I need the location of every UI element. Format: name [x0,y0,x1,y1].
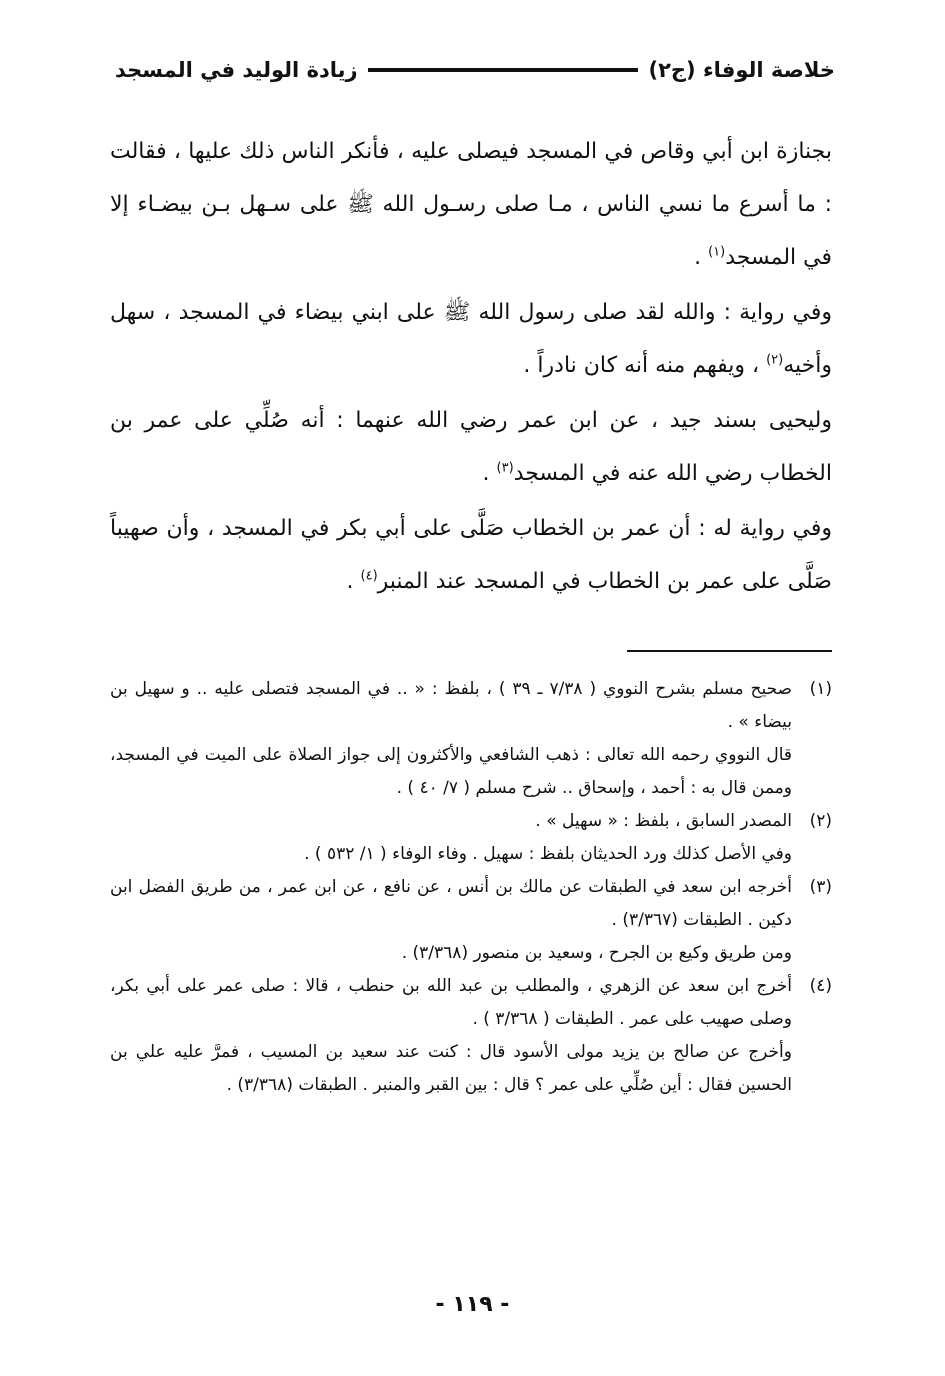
footnote-ref: (١) [708,244,726,260]
paragraph-text: وفي رواية : والله لقد صلى رسول الله ﷺ على ابني بيضاء في المسجد ، سهل وأخيه [110,300,832,378]
footnote-number: (٤) [809,976,832,996]
paragraph [110,125,832,284]
footnote-number: (١) [809,679,832,699]
footnote-separator [627,650,832,652]
footnote-line: قال النووي رحمه الله تعالى : ذهب الشافعي والأكثرون إلى جواز الصلاة على الميت في المسجد، وممن قال به : أحمد ، وإسحاق .. شرح مسلم ( ٧/ ٤٠ ) . [110,745,792,798]
footnote-line: وفي الأصل كذلك ورد الحديثان بلفظ : سهيل . وفاء الوفاء ( ١/ ٥٣٢ ) . [304,844,792,864]
main-text [110,125,832,610]
footnote-line: المصدر السابق ، بلفظ : « سهيل » . [535,811,792,831]
page-number: - ١١٩ - [435,1292,510,1317]
paragraph-text: وليحيى بسند جيد ، عن ابن عمر رضي الله عنهما : أنه صُلِّي على عمر بن الخطاب رضي الله عنه في المسجد [110,408,832,486]
running-header [115,52,835,88]
footnote-line: وأخرج عن صالح بن يزيد مولى الأسود قال : كنت عند سعيد بن المسيب ، فمرَّ عليه علي بن الحسين فقال : أين صُلِّي على عمر ؟ قال : بين القبر والمنبر . الطبقات (٣/٣٦٨) . [110,1042,792,1095]
footnote-line: ومن طريق وكيع بن الجرح ، وسعيد بن منصور (٣/٣٦٨) . [401,943,792,963]
paragraph-tail: . [346,569,361,594]
footnote [110,970,832,1102]
footnotes [110,673,832,1102]
book-title: خلاصة الوفاء (ج٢) [648,58,835,82]
footnote-number: (٣) [809,877,832,897]
footnote-body [110,871,792,970]
footnote-line: أخرجه ابن سعد في الطبقات عن مالك بن أنس ، عن نافع ، عن ابن عمر ، من طريق الفضل ابن دكين . الطبقات (٣/٣٦٧) . [110,877,792,930]
footnote [110,871,832,970]
footnote-body [110,805,792,871]
footnote-ref: (٢) [766,352,784,368]
footnote-number: (٢) [809,811,832,831]
paragraph-tail: . [694,245,709,270]
footnote-body [110,673,792,805]
paragraph [110,394,832,500]
footnote-line: صحيح مسلم بشرح النووي ( ٧/٣٨ ـ ٣٩ ) ، بلفظ : « .. في المسجد فتصلى عليه .. و سهيل بن بيضاء » . [110,679,792,732]
footnote-ref: (٤) [360,568,378,584]
paragraph [110,286,832,392]
paragraph-tail: ، ويفهم منه أنه كان نادراً . [523,353,767,378]
header-rule [368,68,639,72]
paragraph-text: وفي رواية له : أن عمر بن الخطاب صَلَّى على أبي بكر في المسجد ، وأن صهيباً صَلَّى على عمر بن الخطاب في المسجد عند المنبر [110,516,832,594]
footnote-ref: (٣) [496,460,514,476]
footnote-line: أخرج ابن سعد عن الزهري ، والمطلب بن عبد الله بن حنطب ، قالا : صلى عمر على أبي بكر، وصلى صهيب على عمر . الطبقات ( ٣/٣٦٨ ) . [110,976,792,1029]
footnote [110,673,832,805]
paragraph-tail: . [482,461,497,486]
footnote-body [110,970,792,1102]
footnote [110,805,832,871]
section-title: زيادة الوليد في المسجد [115,58,358,82]
paragraph [110,502,832,608]
paragraph-text: بجنازة ابن أبي وقاص في المسجد فيصلى عليه ، فأنكر الناس ذلك عليها ، فقالت : ما أسرع ما نسي الناس ، مـا صلى رسـول الله ﷺ على سـهل بـن بيضـاء إلا في المسجد [110,139,832,270]
